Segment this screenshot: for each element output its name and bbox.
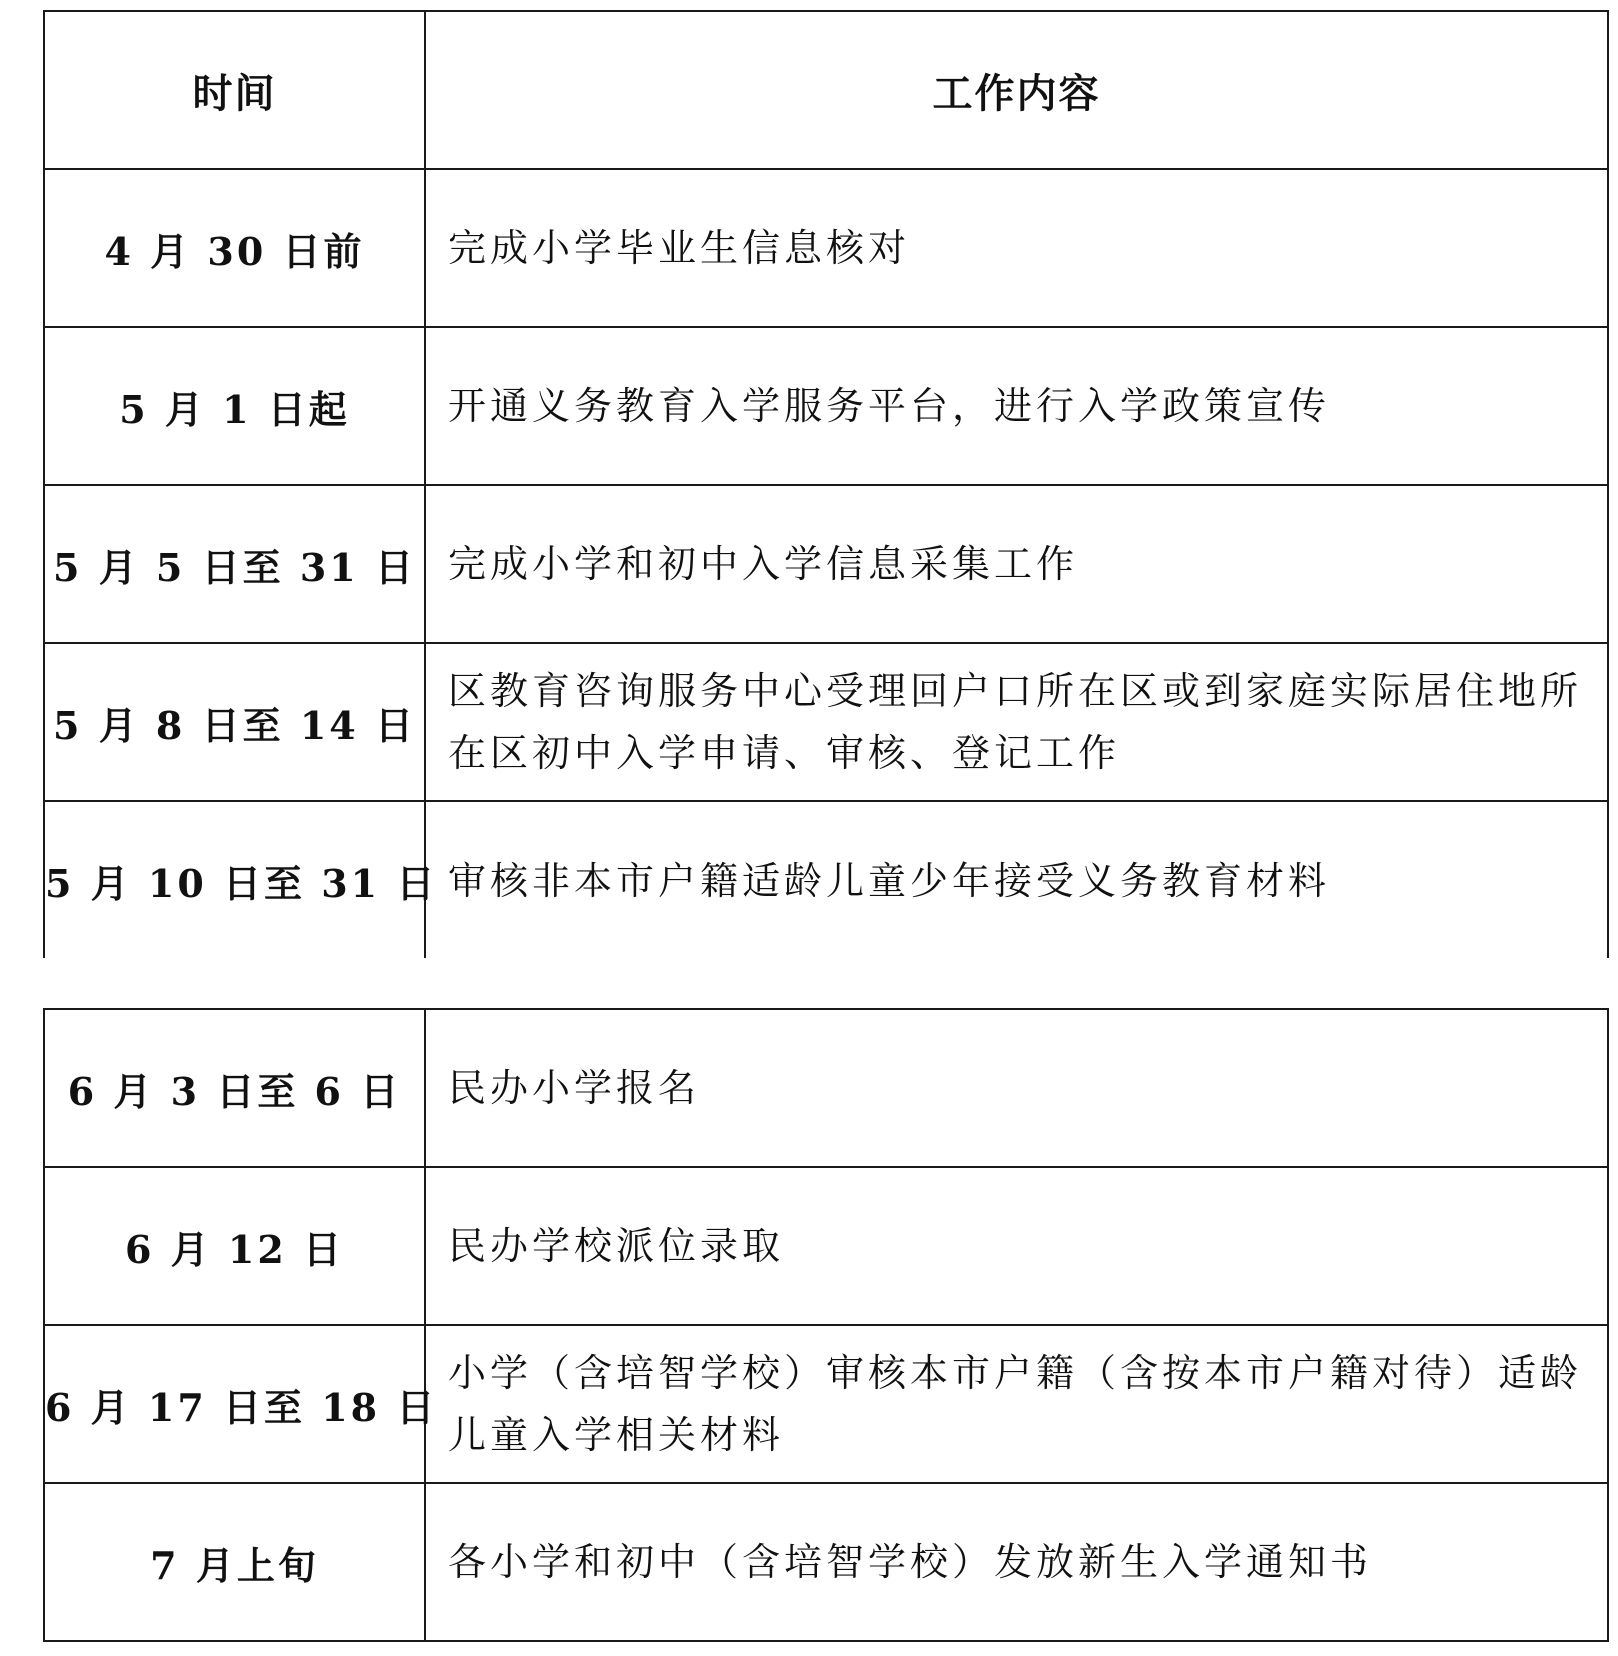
schedule-table-part2 xyxy=(43,1008,1609,1642)
header-work: 工作内容 xyxy=(425,11,1608,169)
time-cell: 5 月 1 日起 xyxy=(44,327,425,485)
work-cell: 民办小学报名 xyxy=(425,1009,1608,1167)
work-cell: 审核非本市户籍适龄儿童少年接受义务教育材料 xyxy=(425,801,1608,959)
header-time: 时间 xyxy=(44,11,425,169)
work-cell: 完成小学和初中入学信息采集工作 xyxy=(425,485,1608,643)
table-row xyxy=(44,643,1608,801)
schedule-table-part1 xyxy=(43,10,1609,959)
table-row xyxy=(44,1325,1608,1483)
time-cell: 6 月 3 日至 6 日 xyxy=(44,1009,425,1167)
table-row xyxy=(44,1483,1608,1641)
table-row xyxy=(44,485,1608,643)
table-row xyxy=(44,1009,1608,1167)
time-cell: 5 月 8 日至 14 日 xyxy=(44,643,425,801)
table-header-row xyxy=(44,11,1608,169)
time-cell: 6 月 12 日 xyxy=(44,1167,425,1325)
time-cell: 5 月 10 日至 31 日 xyxy=(44,801,425,959)
time-cell: 6 月 17 日至 18 日 xyxy=(44,1325,425,1483)
table-row xyxy=(44,327,1608,485)
work-cell: 区教育咨询服务中心受理回户口所在区或到家庭实际居住地所在区初中入学申请、审核、登记工作 xyxy=(425,643,1608,801)
work-cell: 民办学校派位录取 xyxy=(425,1167,1608,1325)
time-cell: 4 月 30 日前 xyxy=(44,169,425,327)
table-row xyxy=(44,801,1608,959)
time-cell: 7 月上旬 xyxy=(44,1483,425,1641)
work-cell: 小学（含培智学校）审核本市户籍（含按本市户籍对待）适龄儿童入学相关材料 xyxy=(425,1325,1608,1483)
table-row xyxy=(44,169,1608,327)
time-cell: 5 月 5 日至 31 日 xyxy=(44,485,425,643)
page-break-gap xyxy=(0,958,1618,1008)
work-cell: 开通义务教育入学服务平台，进行入学政策宣传 xyxy=(425,327,1608,485)
work-cell: 各小学和初中（含培智学校）发放新生入学通知书 xyxy=(425,1483,1608,1641)
table-row xyxy=(44,1167,1608,1325)
work-cell: 完成小学毕业生信息核对 xyxy=(425,169,1608,327)
